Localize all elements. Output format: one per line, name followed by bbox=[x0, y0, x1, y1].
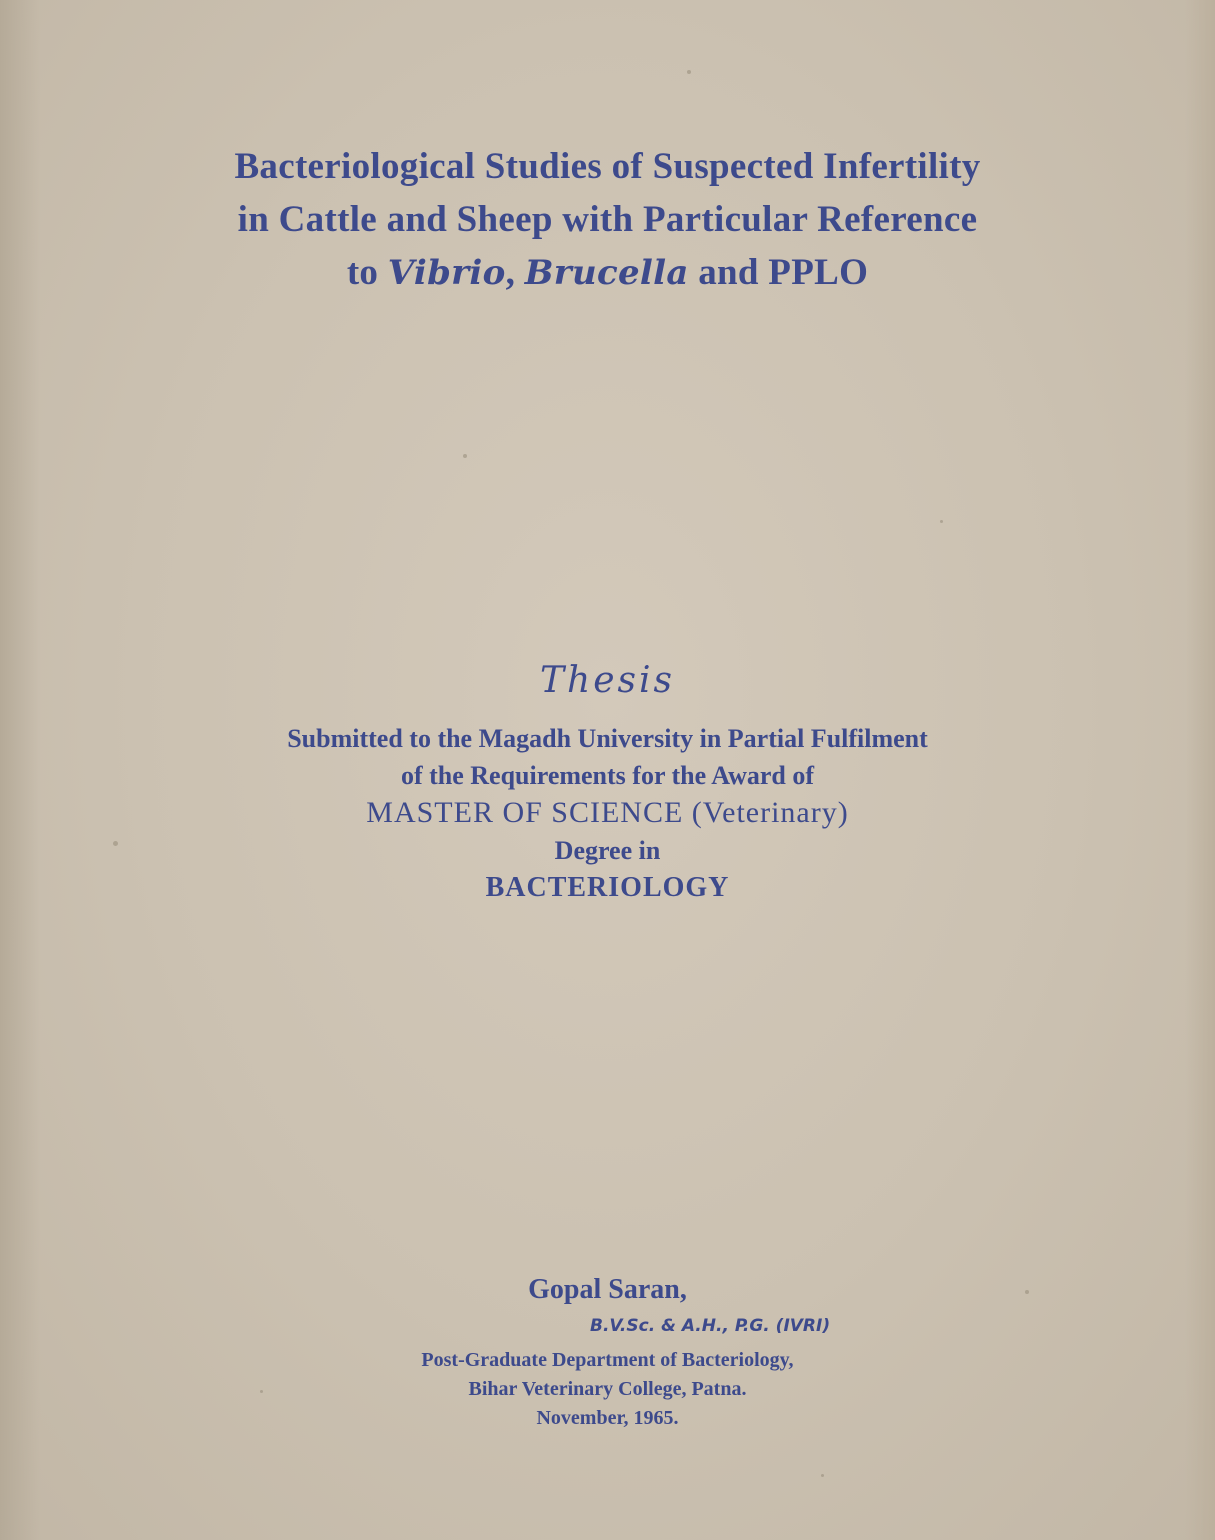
thesis-title bbox=[0, 140, 1215, 300]
title-prefix: to bbox=[346, 252, 388, 293]
degree-name: MASTER OF SCIENCE (Veterinary) bbox=[366, 796, 849, 829]
submission-line-1: Submitted to the Magadh University in Partial Fulfilment bbox=[287, 724, 928, 753]
paper-speck bbox=[821, 1474, 824, 1477]
title-suffix: and PPLO bbox=[688, 252, 869, 293]
college: Bihar Veterinary College, Patna. bbox=[468, 1378, 747, 1400]
degree-in-label: Degree in bbox=[554, 836, 661, 865]
paper-speck bbox=[940, 520, 943, 523]
submission-statement bbox=[0, 720, 1215, 906]
title-line-1: Bacteriological Studies of Suspected Infertility bbox=[234, 146, 981, 187]
submission-line-2: of the Requirements for the Award of bbox=[400, 761, 815, 790]
department: Post-Graduate Department of Bacteriology, bbox=[421, 1349, 794, 1371]
thesis-heading: Thesis bbox=[540, 660, 675, 701]
genus-vibrio: Vibrio bbox=[387, 253, 506, 293]
title-separator: , bbox=[505, 252, 525, 293]
author-credentials: B.V.Sc. & A.H., P.G. (IVRI) bbox=[590, 1316, 831, 1336]
author-name: Gopal Saran, bbox=[528, 1274, 687, 1305]
author-affiliation bbox=[0, 1346, 1215, 1433]
degree-subject: BACTERIOLOGY bbox=[485, 872, 730, 903]
genus-brucella: Brucella bbox=[524, 253, 689, 293]
title-line-2: in Cattle and Sheep with Particular Reference bbox=[237, 199, 978, 240]
title-line-3 bbox=[0, 246, 1215, 300]
paper-speck bbox=[463, 454, 467, 458]
paper-speck bbox=[687, 70, 691, 74]
submission-date: November, 1965. bbox=[536, 1407, 679, 1429]
